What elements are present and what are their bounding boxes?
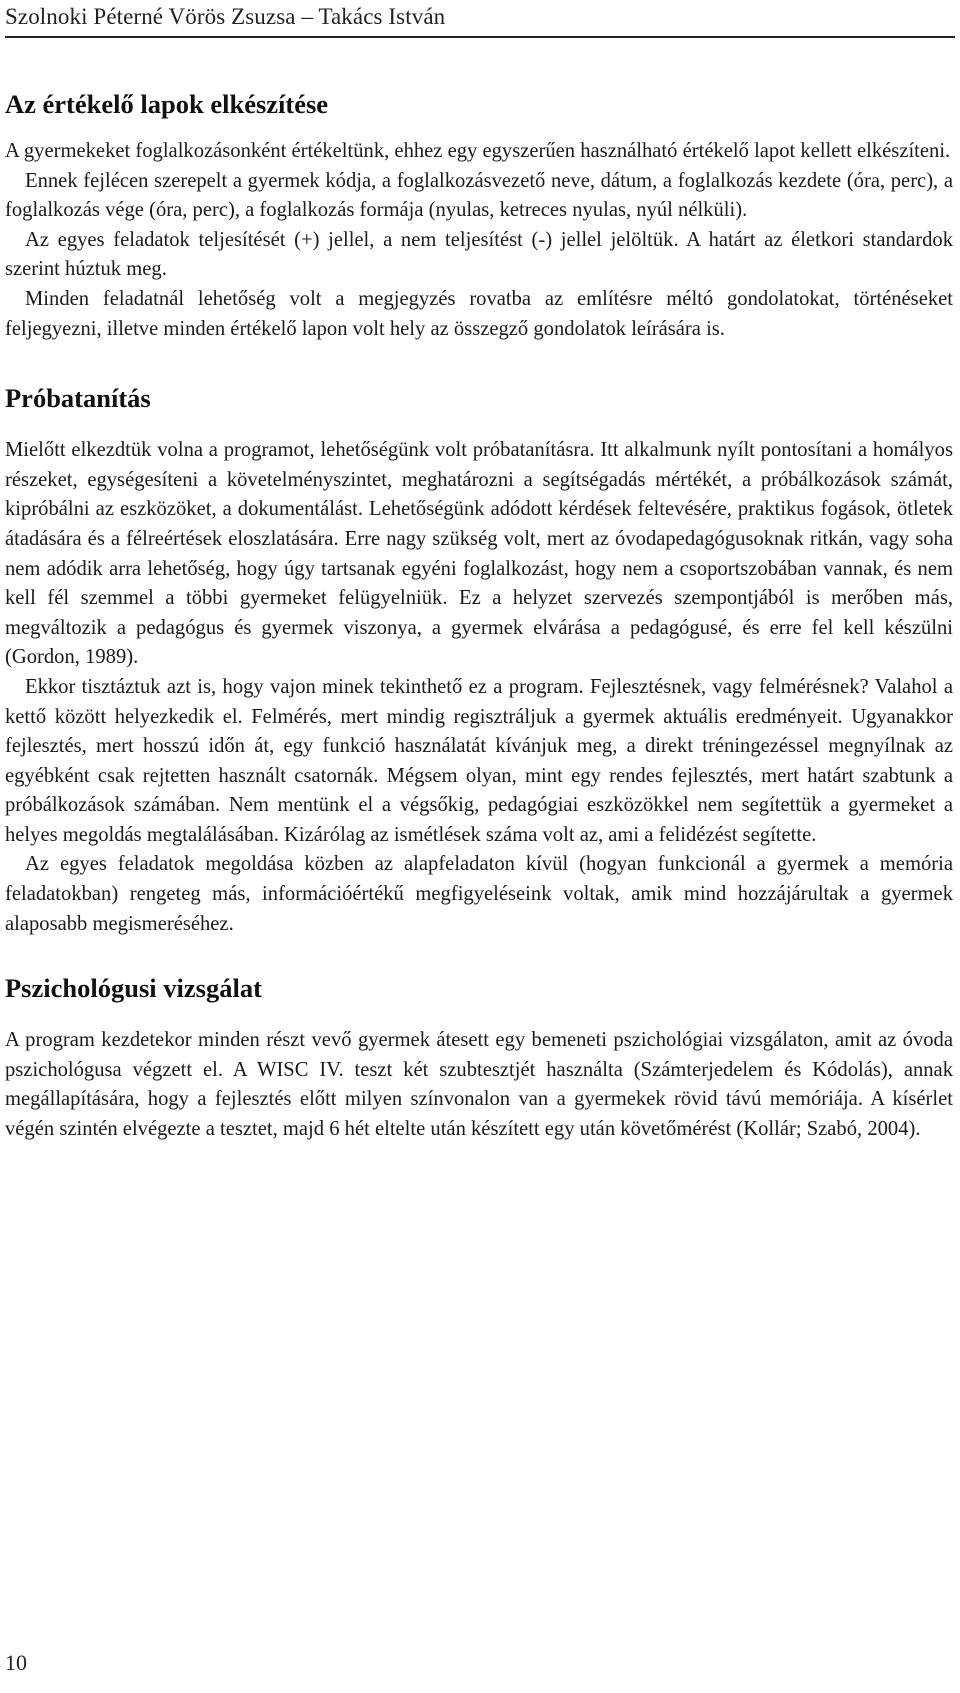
paragraph: Minden feladatnál lehetőség volt a megjegyzés rovatba az említésre méltó gondolatokat, történéseket feljegyezni, illetve minden értékelő lapon volt hely az összegző gondolatok leírására is.: [5, 287, 953, 340]
page-number: 10: [5, 1650, 27, 1675]
running-head: Szolnoki Péterné Vörös Zsuzsa – Takács István: [5, 4, 446, 29]
header-rule: [5, 36, 955, 38]
document-page: [5, 0, 953, 1145]
paragraph: Az egyes feladatok teljesítését (+) jellel, a nem teljesítést (-) jellel jelöltük. A határt az életkori standardok szerint húztuk meg.: [5, 228, 953, 281]
paragraph: Ekkor tisztáztuk azt is, hogy vajon minek tekinthető ez a program. Fejlesztésnek, vagy felmérésnek? Valahol a kettő között helyezkedik el. Felmérés, mert mindig regisztráljuk a gyermek aktuális eredményeit. Ugyanakkor fejlesztés, mert hosszú időn át, egy funkció használatát kívánjuk meg, a direkt tréningezéssel megnyílnak az egyébként csak rejtetten használt csatornák. Mégsem olyan, mint egy rendes fejlesztés, mert határt szabtunk a próbálkozások számában. Nem mentünk el a végsőkig, pedagógiai eszközökkel nem segítettük a gyermeket a helyes megoldás megtalálásában. Kizárólag az ismétlések száma volt az, ami a felidézést segítette.: [5, 675, 953, 846]
paragraph: A gyermekeket foglalkozásonként értékeltünk, ehhez egy egyszerűen használható értékelő lapot kellett elkészíteni.: [5, 140, 951, 162]
paragraph: Az egyes feladatok megoldása közben az alapfeladaton kívül (hogyan funkcionál a gyermek a memória feladatokban) rengeteg más, információértékű megfigyeléseink voltak, amik mind hozzájárultak a gyermek alaposabb megismeréséhez.: [5, 853, 953, 935]
paragraph: A program kezdetekor minden részt vevő gyermek átesett egy bemeneti pszichológiai vizsgálaton, amit az óvoda pszichológusa végzett el. A WISC IV. teszt két szubtesztjét használta (Számterjedelem és Kódolás), annak megállapítására, hogy a fejlesztés előtt milyen színvonalon van a gyermekek rövid távú memóriája. A kísérlet végén szintén elvégezte a tesztet, majd 6 hét eltelte után készített egy után követőmérést (Kollár; Szabó, 2004).: [5, 1029, 953, 1141]
paragraph: Mielőtt elkezdtük volna a programot, lehetőségünk volt próbatanításra. Itt alkalmunk nyílt pontosítani a homályos részeket, egységesíteni a követelményszintet, meghatározni a segítségadás mértékét, a próbálkozások számát, kipróbálni az eszközöket, a dokumentálást. Lehetőségünk adódott kérdések feltevésére, praktikus fogások, ötletek átadására és a félreértések eloszlatására. Erre nagy szükség volt, mert az óvodapedagógusoknak ritkán, vagy soha nem adódik arra lehetőség, hogy úgy tartsanak egyéni foglalkozást, hogy nem a csoportszobában vannak, és nem kell fél szemmel a többi gyermeket felügyelniük. Ez a helyzet szervezés szempontjából is merőben más, megváltozik a pedagógus és gyermek viszonya, a gyermek elvárása a pedagógusé, és erre fel kell készülni (Gordon, 1989).: [5, 439, 953, 669]
section-title-ertekelo-lapok: Az értékelő lapok elkészítése: [5, 89, 329, 119]
section-title-probatanitas: Próbatanítás: [5, 383, 151, 414]
section-title-pszichologusi-vizsgalat: Pszichológusi vizsgálat: [5, 973, 262, 1004]
paragraph: Ennek fejlécen szerepelt a gyermek kódja, a foglalkozásvezető neve, dátum, a foglalkozás kezdete (óra, perc), a foglalkozás vége (óra, perc), a foglalkozás formája (nyulas, ketreces nyulas, nyúl nélküli).: [5, 169, 953, 222]
